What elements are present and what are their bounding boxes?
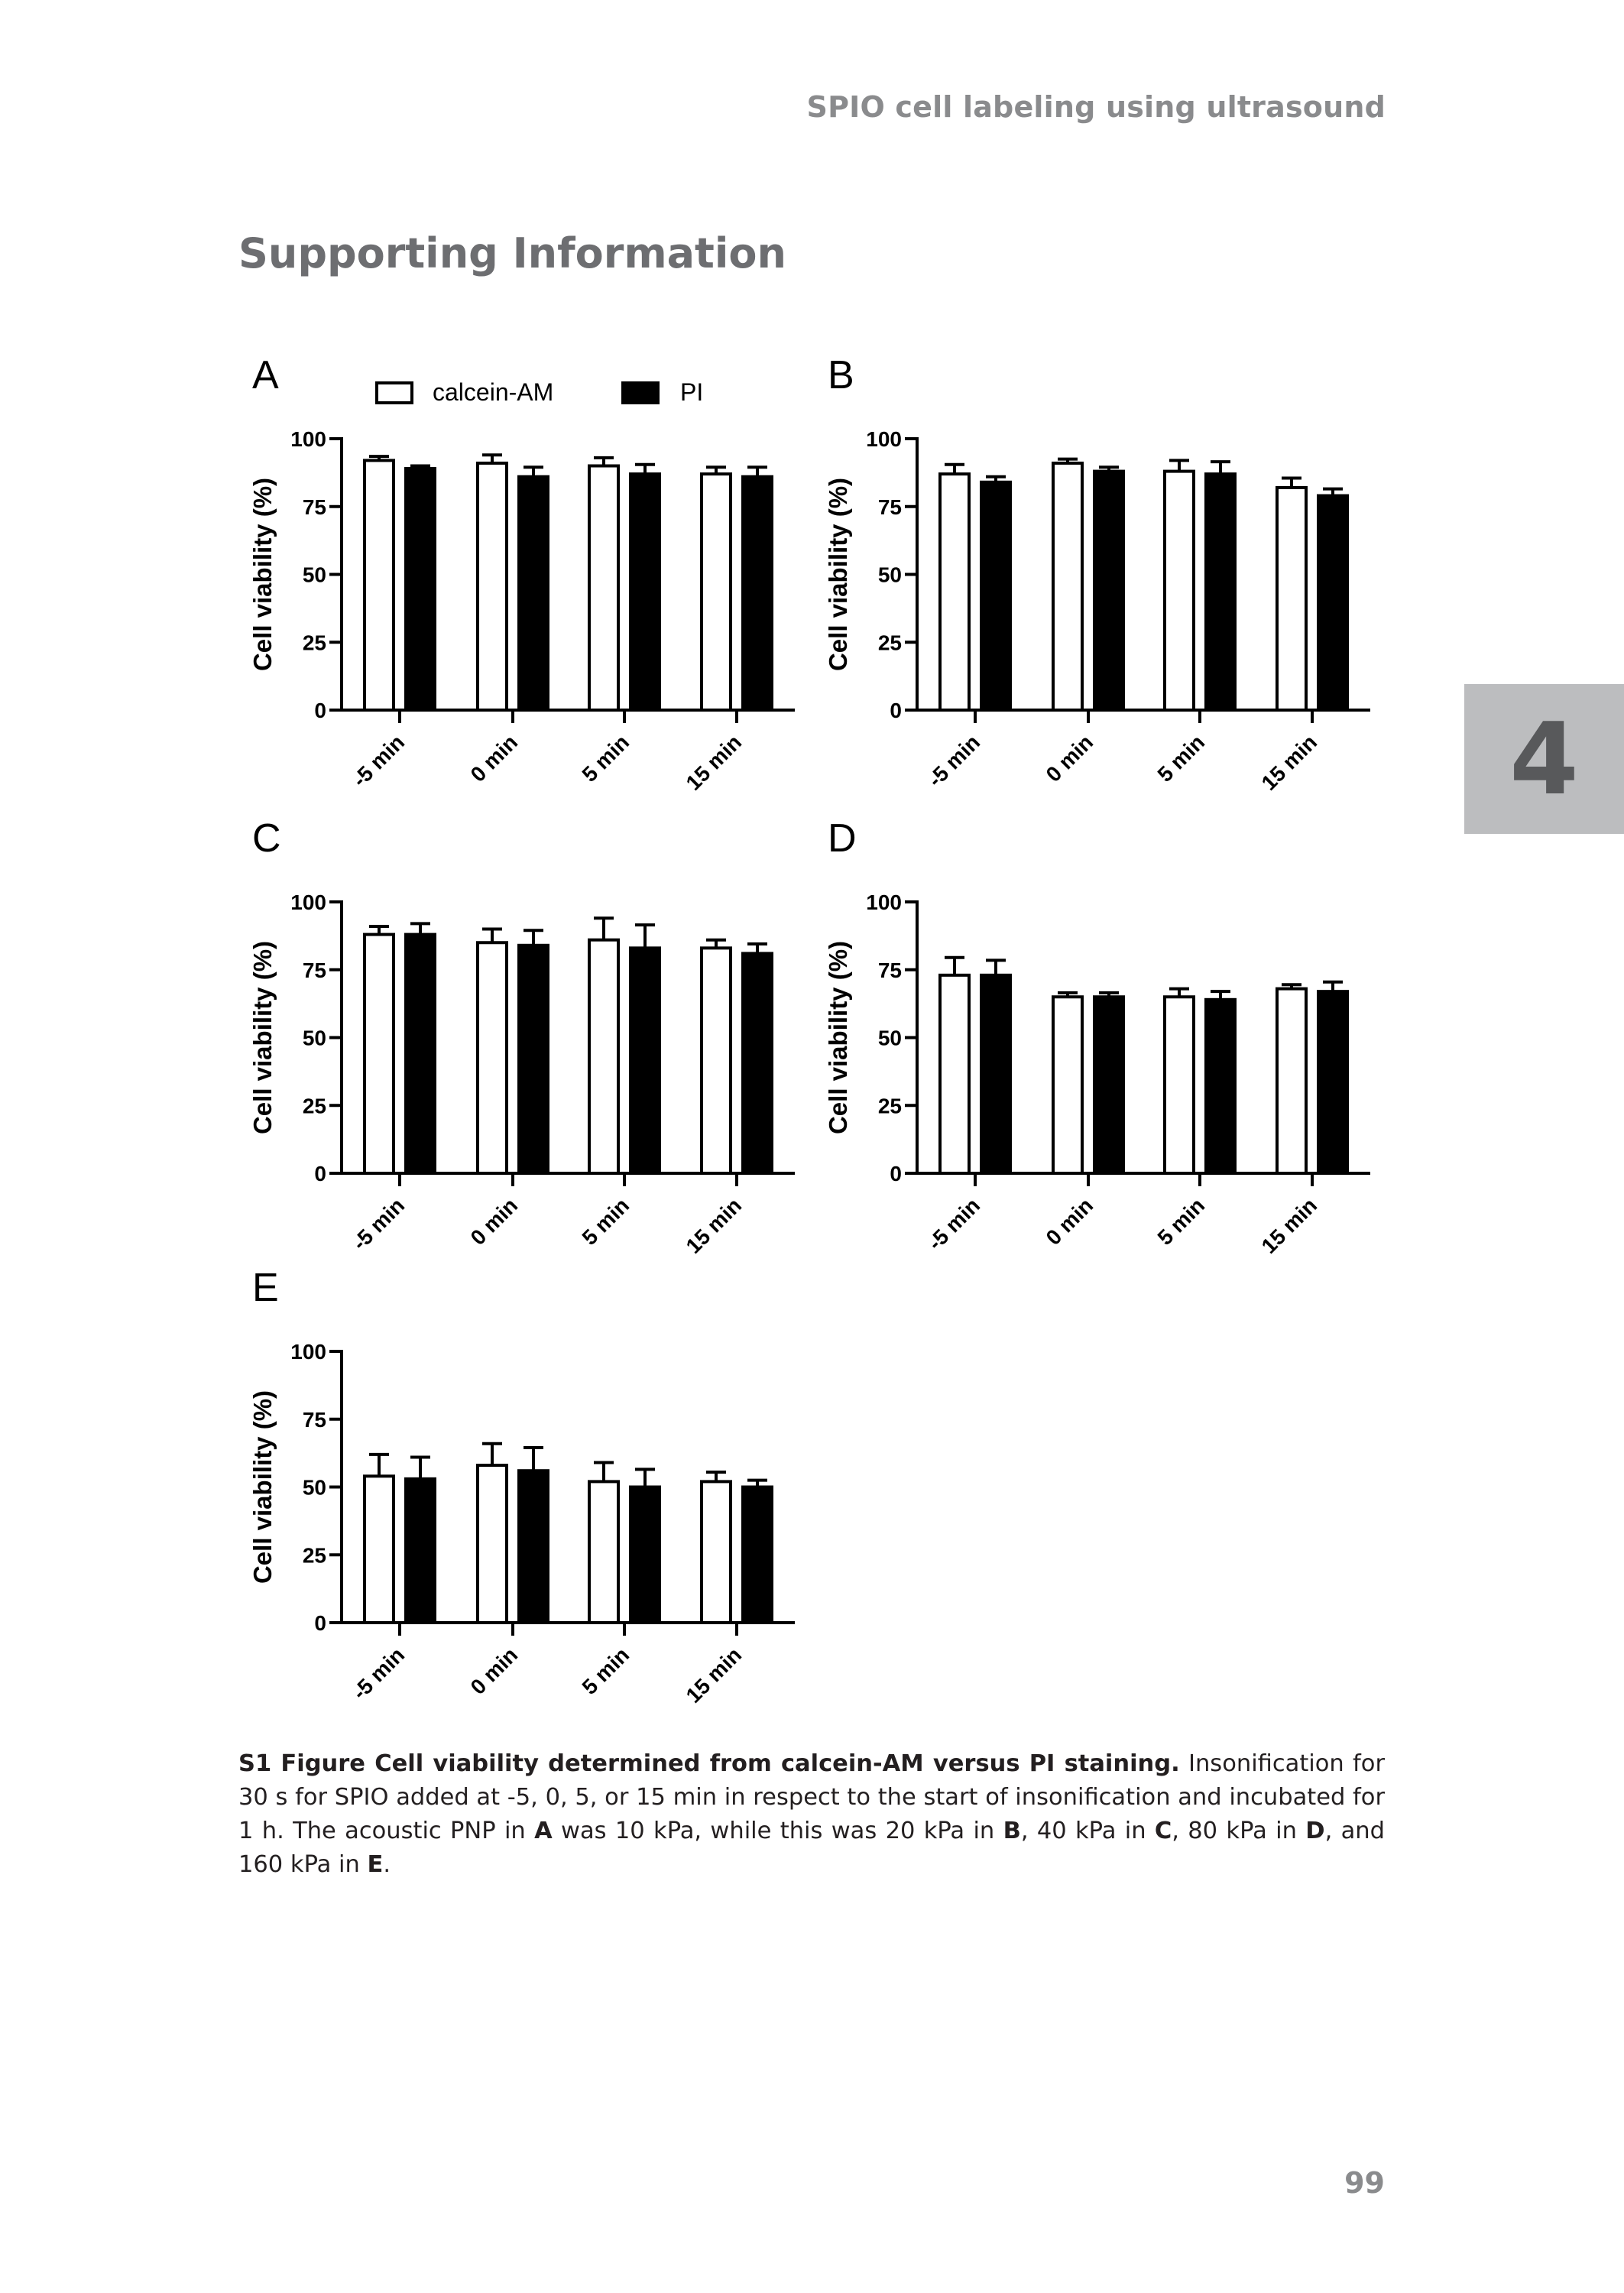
legend-swatch-pi xyxy=(623,383,658,403)
y-axis-label: Cell viability (%) xyxy=(824,477,852,672)
y-axis-label: Cell viability (%) xyxy=(824,940,852,1135)
y-tick-label: 50 xyxy=(877,563,902,587)
x-tick-label: 15 min xyxy=(1256,1193,1322,1258)
y-tick-label: 50 xyxy=(302,1026,326,1050)
x-tick-label: 15 min xyxy=(681,1643,747,1708)
caption-panel-b: B xyxy=(1003,1818,1021,1844)
bar-pi xyxy=(981,482,1010,710)
bar-pi xyxy=(630,474,660,710)
y-tick-label: 75 xyxy=(877,958,902,982)
x-tick-label: 5 min xyxy=(577,1643,634,1699)
bar-calcein xyxy=(589,1481,618,1623)
chart-panel-e xyxy=(248,1266,795,1708)
x-tick-label: 15 min xyxy=(681,1193,747,1258)
x-tick-label: 0 min xyxy=(465,730,523,786)
chart-panel-b xyxy=(824,353,1370,795)
bar-calcein xyxy=(1053,463,1082,710)
x-tick-label: 0 min xyxy=(1041,730,1098,786)
bar-calcein xyxy=(1165,997,1194,1173)
bar-pi xyxy=(630,1487,660,1623)
bar-calcein xyxy=(478,1465,507,1623)
section-title: Supporting Information xyxy=(238,229,786,277)
x-tick-label: 5 min xyxy=(1152,1193,1210,1250)
y-tick-label: 0 xyxy=(890,699,902,722)
y-tick-label: 25 xyxy=(877,1094,902,1118)
bar-pi xyxy=(406,469,435,710)
bar-pi xyxy=(1318,991,1347,1173)
bar-calcein xyxy=(702,948,731,1173)
x-tick-label: 0 min xyxy=(1041,1193,1098,1250)
chart-panel-d xyxy=(824,816,1370,1258)
charts-layer xyxy=(248,353,1370,1708)
caption-panel-e: E xyxy=(367,1851,384,1878)
y-axis-label: Cell viability (%) xyxy=(248,940,277,1135)
bar-pi xyxy=(1206,474,1235,710)
x-tick-label: 0 min xyxy=(465,1193,523,1250)
bar-pi xyxy=(1094,997,1123,1173)
bar-pi xyxy=(743,1487,772,1623)
x-tick-label: 15 min xyxy=(681,730,747,795)
y-tick-label: 0 xyxy=(890,1162,902,1185)
y-tick-label: 25 xyxy=(302,1094,326,1118)
x-tick-label: -5 min xyxy=(923,1193,985,1255)
y-tick-label: 50 xyxy=(302,563,326,587)
page-number: 99 xyxy=(1344,2166,1385,2200)
panel-label: D xyxy=(828,816,857,861)
bar-calcein xyxy=(702,1481,731,1623)
y-tick-label: 50 xyxy=(877,1026,902,1050)
bar-pi xyxy=(519,1471,548,1623)
panel-label: B xyxy=(828,353,854,397)
bar-pi xyxy=(743,477,772,710)
x-tick-label: 5 min xyxy=(1152,730,1210,786)
caption-text-6: . xyxy=(383,1851,391,1878)
y-tick-label: 100 xyxy=(290,1340,326,1364)
bar-pi xyxy=(1206,1000,1235,1173)
bar-calcein xyxy=(478,942,507,1173)
running-header: SPIO cell labeling using ultrasound xyxy=(806,90,1386,124)
bar-calcein xyxy=(1277,989,1306,1173)
panel-label: E xyxy=(252,1266,279,1310)
bar-calcein xyxy=(1053,997,1082,1173)
x-tick-label: 5 min xyxy=(577,1193,634,1250)
y-tick-label: 0 xyxy=(314,699,326,722)
y-tick-label: 75 xyxy=(877,495,902,519)
x-tick-label: 15 min xyxy=(1256,730,1322,795)
panel-label: C xyxy=(252,816,281,861)
bar-pi xyxy=(981,975,1010,1173)
bar-pi xyxy=(743,953,772,1173)
bar-pi xyxy=(1094,472,1123,710)
bar-calcein xyxy=(940,474,969,710)
y-tick-label: 25 xyxy=(877,631,902,655)
y-tick-label: 25 xyxy=(302,1543,326,1568)
figure-caption xyxy=(238,1747,1385,1882)
panel-label: A xyxy=(252,353,279,397)
bar-calcein xyxy=(589,466,618,711)
bar-calcein xyxy=(365,935,394,1173)
caption-title: S1 Figure Cell viability determined from calcein-AM versus PI staining. xyxy=(238,1750,1180,1777)
legend-label-calcein: calcein-AM xyxy=(433,378,554,406)
x-tick-label: -5 min xyxy=(348,730,410,792)
x-tick-label: 0 min xyxy=(465,1643,523,1699)
y-tick-label: 100 xyxy=(290,427,326,451)
y-tick-label: 75 xyxy=(302,958,326,982)
y-tick-label: 100 xyxy=(290,890,326,914)
bar-pi xyxy=(1318,496,1347,710)
bar-pi xyxy=(519,945,548,1173)
x-tick-label: 5 min xyxy=(577,730,634,786)
chapter-number: 4 xyxy=(1509,701,1579,817)
bar-pi xyxy=(406,935,435,1173)
y-axis-label: Cell viability (%) xyxy=(248,477,277,672)
y-tick-label: 25 xyxy=(302,631,326,655)
bar-calcein xyxy=(365,460,394,710)
y-tick-label: 75 xyxy=(302,495,326,519)
y-tick-label: 100 xyxy=(866,890,902,914)
caption-text-1: Insonification for 30 s for SPIO added at -5, 0, 5, or 15 min in respect to the start of insonification and incubated for 1 h. The acoustic PNP in xyxy=(238,1750,1385,1844)
legend-label-pi: PI xyxy=(680,378,704,406)
y-tick-label: 50 xyxy=(302,1475,326,1500)
caption-text-2: was 10 kPa, while this was 20 kPa in xyxy=(552,1818,1003,1844)
figure-legend xyxy=(377,378,703,406)
y-tick-label: 0 xyxy=(314,1611,326,1635)
bar-pi xyxy=(630,948,660,1173)
caption-panel-d: D xyxy=(1305,1818,1325,1844)
caption-panel-a: A xyxy=(534,1818,553,1844)
caption-panel-c: C xyxy=(1154,1818,1172,1844)
bar-calcein xyxy=(589,940,618,1173)
bar-calcein xyxy=(365,1476,394,1623)
y-axis-label: Cell viability (%) xyxy=(248,1390,277,1584)
chart-panel-c xyxy=(248,816,795,1258)
x-tick-label: -5 min xyxy=(348,1643,410,1704)
y-tick-label: 0 xyxy=(314,1162,326,1185)
x-tick-label: -5 min xyxy=(923,730,985,792)
y-tick-label: 75 xyxy=(302,1407,326,1432)
caption-text-4: , 80 kPa in xyxy=(1172,1818,1306,1844)
y-tick-label: 100 xyxy=(866,427,902,451)
caption-text-3: , 40 kPa in xyxy=(1020,1818,1155,1844)
bar-calcein xyxy=(1277,488,1306,710)
caption-text-5: , and 160 kPa in xyxy=(238,1818,1386,1878)
chart-panel-a xyxy=(248,353,795,795)
x-tick-label: -5 min xyxy=(348,1193,410,1255)
bar-calcein xyxy=(1165,472,1194,710)
bar-pi xyxy=(406,1479,435,1623)
bar-calcein xyxy=(702,474,731,710)
bar-calcein xyxy=(478,463,507,710)
legend-swatch-calcein xyxy=(377,383,412,403)
bar-pi xyxy=(519,477,548,710)
bar-calcein xyxy=(940,975,969,1173)
